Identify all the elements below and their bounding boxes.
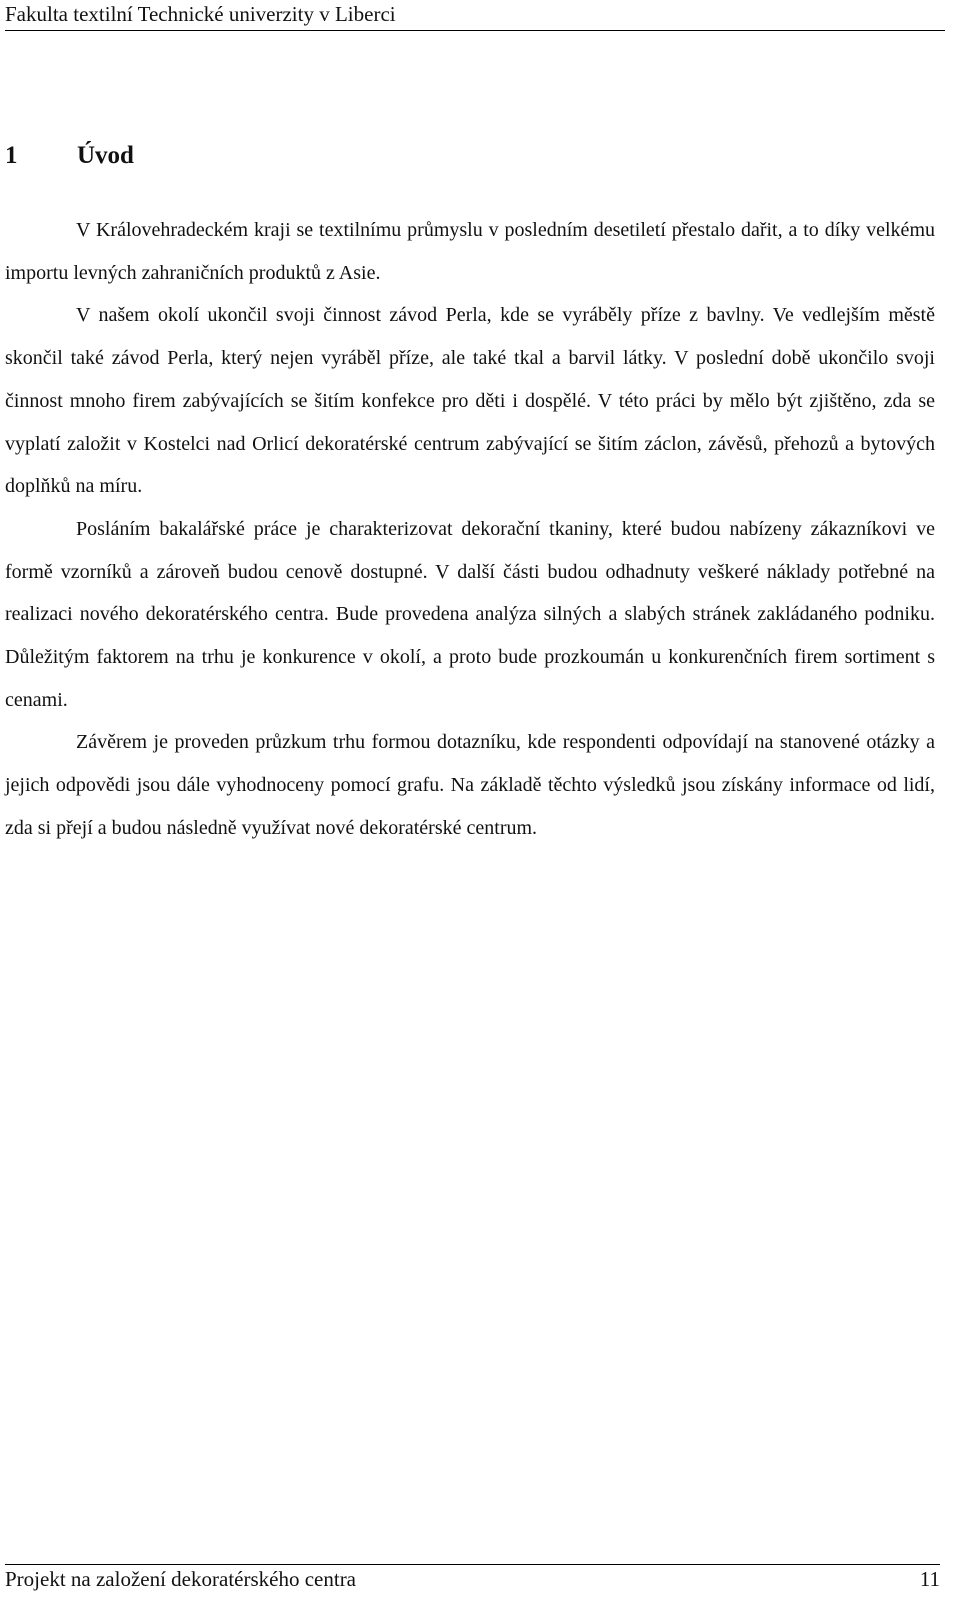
chapter-heading: [5, 136, 134, 176]
footer-title: Projekt na založení dekoratérského centra: [5, 1567, 357, 1591]
page-number: 11: [919, 1567, 940, 1591]
body-text: [5, 209, 935, 850]
chapter-title: Úvod: [77, 142, 134, 169]
chapter-number: 1: [5, 142, 18, 169]
paragraph: Posláním bakalářské práce je charakterizovat dekorační tkaniny, které budou nabízeny zákazníkovi ve formě vzorníků a zároveň budou cenově dostupné. V další části budou odhadnuty veškeré náklady potřebné na realizaci nového dekoratérského centra. Bude provedena analýza silných a slabých stránek zakládaného podniku. Důležitým faktorem na trhu je konkurence v okolí, a proto bude prozkoumán u konkurenčních firem sortiment s cenami.: [5, 517, 935, 711]
page-header: [5, 0, 945, 31]
paragraph: Závěrem je proveden průzkum trhu formou dotazníku, kde respondenti odpovídají na stanovené otázky a jejich odpovědi jsou dále vyhodnoceny pomocí grafu. Na základě těchto výsledků jsou získány informace od lidí, zda si přejí a budou následně využívat nové dekoratérské centrum.: [5, 731, 935, 839]
page-header-text: Fakulta textilní Technické univerzity v Liberci: [5, 2, 396, 26]
paragraph: V našem okolí ukončil svoji činnost závod Perla, kde se vyráběly příze z bavlny. Ve vedlejším městě skončil také závod Perla, který nejen vyráběl příze, ale také tkal a barvil látky. V poslední době ukončilo svoji činnost mnoho firem zabývajících se šitím konfekce pro děti i dospělé. V této práci by mělo být zjištěno, zda se vyplatí založit v Kostelci nad Orlicí dekoratérské centrum zabývající se šitím záclon, závěsů, přehozů a bytových doplňků na míru.: [5, 304, 935, 498]
page-footer: [5, 1564, 940, 1593]
paragraph: V Královehradeckém kraji se textilnímu průmyslu v posledním desetiletí přestalo dařit, a to díky velkému importu levných zahraničních produktů z Asie.: [5, 219, 935, 284]
